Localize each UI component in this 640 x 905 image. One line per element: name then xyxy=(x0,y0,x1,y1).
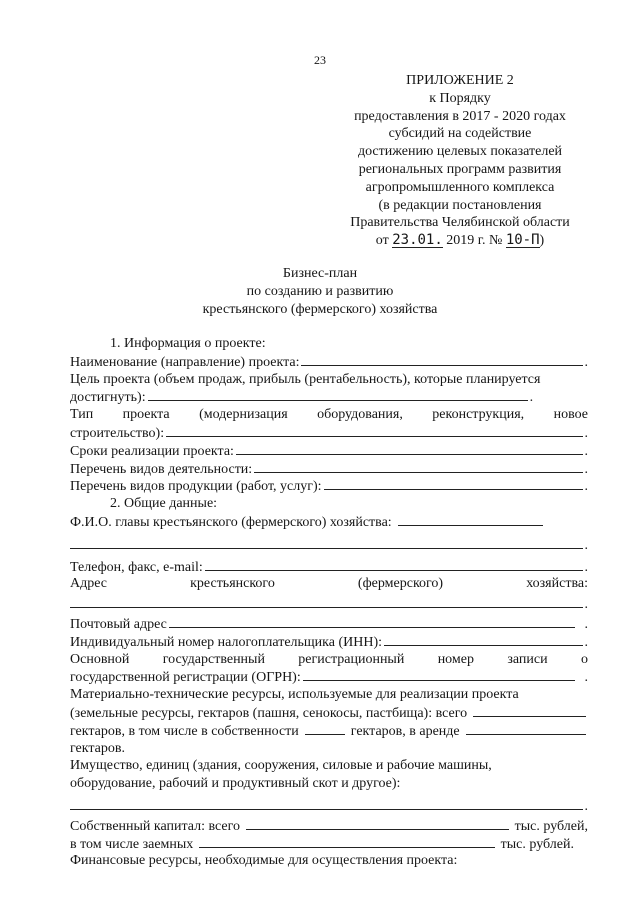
resources-unit: гектаров. xyxy=(70,740,126,756)
head-row: Ф.И.О. главы крестьянского (фермерского) хозяйства: xyxy=(70,513,588,531)
activities-row: Перечень видов деятельности: . xyxy=(70,461,588,477)
borrowed-field[interactable] xyxy=(199,835,494,848)
project-goal-label: Цель проекта (объем продаж, прибыль (рентабельность), которые планируется xyxy=(70,371,541,387)
inn-field[interactable] xyxy=(384,633,582,646)
head-row-2: . xyxy=(70,536,588,554)
address-row: Адрес крестьянского (фермерского) хозяйства: xyxy=(70,576,588,592)
form-body xyxy=(70,335,588,870)
section-2-heading: 2. Общие данные: xyxy=(110,496,218,512)
resources-own-row: гектаров, в том числе в собственности гектаров, в аренде xyxy=(70,722,588,740)
products-field[interactable] xyxy=(324,477,583,490)
title-line: по созданию и развитию xyxy=(246,284,394,299)
phone-row: Телефон, факс, e-mail: . xyxy=(70,559,588,575)
resources-label: Материально-технические ресурсы, используемые для реализации проекта xyxy=(70,687,519,703)
appendix-line: ПРИЛОЖЕНИЕ 2 xyxy=(406,73,514,88)
borrowed-row: в том числе заемных тыс. рублей. xyxy=(70,836,574,852)
ogrn-row: Основной государственный регистрационный номер записи о xyxy=(70,651,588,667)
terms-row: Сроки реализации проекта: . xyxy=(70,443,588,459)
title-line: крестьянского (фермерского) хозяйства xyxy=(202,302,438,317)
activities-field[interactable] xyxy=(254,460,582,473)
title-line: Бизнес-план xyxy=(282,266,358,281)
property-label: Имущество, единиц (здания, сооружения, силовые и рабочие машины, xyxy=(70,758,492,774)
address-field[interactable] xyxy=(70,595,583,608)
handwritten-date: 23.01. xyxy=(392,232,443,249)
appendix-line: достижению целевых показателей xyxy=(357,144,563,160)
page-number: 23 xyxy=(314,53,326,67)
appendix-line: к Порядку xyxy=(429,90,491,106)
appendix-line: предоставления в 2017 - 2020 годах xyxy=(354,108,566,124)
project-goal-row: достигнуть): . xyxy=(70,390,534,406)
appendix-block xyxy=(310,72,610,250)
appendix-line: (в редакции постановления xyxy=(378,197,542,213)
document-title xyxy=(0,265,640,319)
head-field-2[interactable] xyxy=(70,536,583,549)
resources-total-field[interactable] xyxy=(473,704,586,717)
inn-row: Индивидуальный номер налогоплательщика (ИНН): . xyxy=(70,634,588,650)
terms-field[interactable] xyxy=(236,442,583,455)
property-field[interactable] xyxy=(70,797,583,810)
postal-field[interactable] xyxy=(169,615,575,628)
appendix-line: региональных программ развития xyxy=(358,161,562,177)
phone-field[interactable] xyxy=(205,558,583,571)
capital-field[interactable] xyxy=(246,817,509,830)
capital-row: Собственный капитал: всего тыс. рублей, xyxy=(70,818,588,834)
ogrn-row-2: государственной регистрации (ОГРН): . xyxy=(70,670,588,686)
project-name-field[interactable] xyxy=(301,353,582,366)
property-label-2: оборудование, рабочий и продуктивный скот и другое): xyxy=(70,776,401,792)
address-row-2: . xyxy=(70,595,588,613)
appendix-line: Правительства Челябинской области xyxy=(350,215,570,231)
handwritten-number: 10-П xyxy=(505,232,540,249)
resources-total-row: (земельные ресурсы, гектаров (пашня, сенокосы, пастбища): всего xyxy=(70,704,588,722)
postal-row: Почтовый адрес . xyxy=(70,616,588,632)
resources-own-field[interactable] xyxy=(305,722,345,735)
appendix-date-line: от 23.01. 2019 г. № 10-П) xyxy=(375,232,545,249)
project-name-row: Наименование (направление) проекта: . xyxy=(70,354,588,370)
finance-label: Финансовые ресурсы, необходимые для осуществления проекта: xyxy=(70,853,458,869)
ogrn-field[interactable] xyxy=(303,668,575,681)
property-row: . xyxy=(70,797,588,815)
project-goal-field[interactable] xyxy=(148,388,528,401)
appendix-line: субсидий на содействие xyxy=(388,126,532,142)
resources-lease-field[interactable] xyxy=(466,722,586,735)
appendix-line: агропромышленного комплекса xyxy=(365,179,555,195)
section-1-heading: 1. Информация о проекте: xyxy=(110,336,266,351)
project-type-field[interactable] xyxy=(166,424,582,437)
project-type-row: Тип проекта (модернизация оборудования, реконструкция, новое xyxy=(70,407,588,423)
project-type-row-2: строительство): . xyxy=(70,425,588,441)
products-row: Перечень видов продукции (работ, услуг): . xyxy=(70,479,588,495)
head-field[interactable] xyxy=(398,513,543,526)
